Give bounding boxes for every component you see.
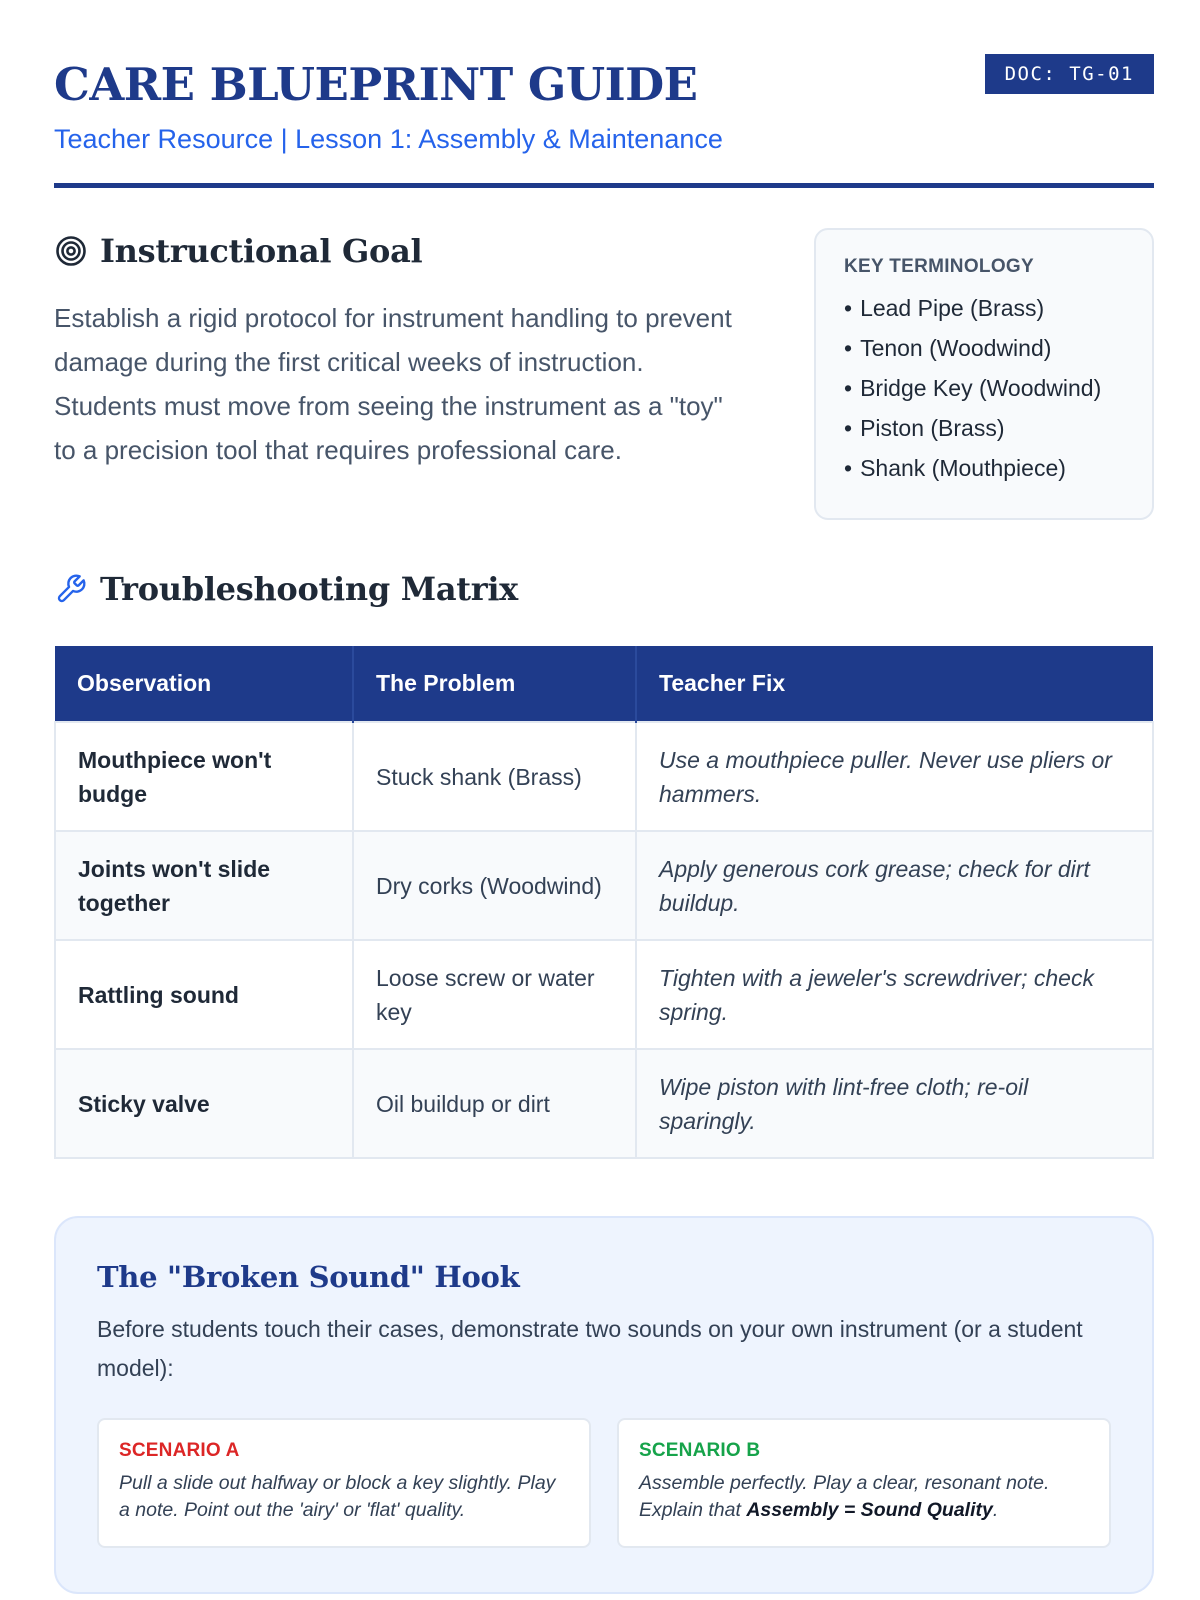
page-title: CARE BLUEPRINT GUIDE [54, 58, 698, 111]
scenario-a-card [97, 1418, 591, 1548]
matrix-heading [54, 570, 518, 608]
terminology-item: • Piston (Brass) [844, 408, 1124, 448]
hook-intro: Before students touch their cases, demonstrate two sounds on your own instrument (or a student model): [97, 1316, 1083, 1381]
scenario-b-text-end: . [992, 1499, 999, 1521]
scenario-cards [97, 1418, 1111, 1548]
scenario-b-label: SCENARIO B [639, 1440, 761, 1461]
table-row [55, 722, 1153, 831]
problem-cell: Dry corks (Woodwind) [353, 831, 636, 940]
terminology-list [844, 288, 1124, 488]
scenario-a-label: SCENARIO A [119, 1440, 240, 1461]
observation-cell: Joints won't slide together [55, 831, 353, 940]
broken-sound-hook-box [54, 1216, 1154, 1594]
table-row [55, 1049, 1153, 1158]
page-header [54, 0, 1154, 188]
troubleshooting-table [54, 646, 1154, 1159]
fix-cell: Wipe piston with lint-free cloth; re-oil sparingly. [636, 1049, 1153, 1158]
scenario-b-text [639, 1470, 1089, 1524]
terminology-item: • Bridge Key (Woodwind) [844, 368, 1124, 408]
problem-cell: Oil buildup or dirt [353, 1049, 636, 1158]
table-row [55, 831, 1153, 940]
column-header: The Problem [353, 646, 636, 722]
terminology-heading: KEY TERMINOLOGY [844, 256, 1034, 277]
column-header: Observation [55, 646, 353, 722]
fix-cell: Tighten with a jeweler's screwdriver; check spring. [636, 940, 1153, 1049]
fix-cell: Apply generous cork grease; check for dirt buildup. [636, 831, 1153, 940]
scenario-b-text-start: Assemble perfectly. Play a clear, resonant note. Explain that [639, 1472, 1050, 1521]
problem-cell: Stuck shank (Brass) [353, 722, 636, 831]
matrix-heading-text: Troubleshooting Matrix [100, 570, 518, 608]
terminology-item: • Shank (Mouthpiece) [844, 448, 1124, 488]
observation-cell: Rattling sound [55, 940, 353, 1049]
scenario-b-text-bold: Assembly = Sound Quality [746, 1499, 993, 1521]
goal-heading [54, 232, 422, 270]
target-icon [54, 234, 88, 268]
table-row [55, 940, 1153, 1049]
goal-text: Establish a rigid protocol for instrument handling to prevent damage during the first critical weeks of instruction. Students must move from seeing the instrument as a "toy" to a precision tool that requires professional care. [54, 303, 732, 465]
table-header-row [55, 646, 1153, 722]
observation-cell: Mouthpiece won't budge [55, 722, 353, 831]
column-header: Teacher Fix [636, 646, 1153, 722]
scenario-b-card [617, 1418, 1111, 1548]
fix-cell: Use a mouthpiece puller. Never use pliers or hammers. [636, 722, 1153, 831]
key-terminology-box [814, 228, 1154, 520]
hook-heading: The "Broken Sound" Hook [97, 1260, 520, 1294]
terminology-item: • Lead Pipe (Brass) [844, 288, 1124, 328]
goal-heading-text: Instructional Goal [100, 232, 423, 270]
matrix-section-header [54, 528, 1154, 646]
goal-section [54, 188, 1154, 528]
page-subtitle: Teacher Resource | Lesson 1: Assembly & Maintenance [54, 124, 723, 154]
doc-id-badge: DOC: TG-01 [985, 54, 1154, 94]
document-page [54, 0, 1154, 1159]
observation-cell: Sticky valve [55, 1049, 353, 1158]
scenario-a-text: Pull a slide out halfway or block a key slightly. Play a note. Point out the 'airy' or 'flat' quality. [119, 1472, 556, 1521]
wrench-icon [54, 572, 88, 606]
problem-cell: Loose screw or water key [353, 940, 636, 1049]
terminology-item: • Tenon (Woodwind) [844, 328, 1124, 368]
